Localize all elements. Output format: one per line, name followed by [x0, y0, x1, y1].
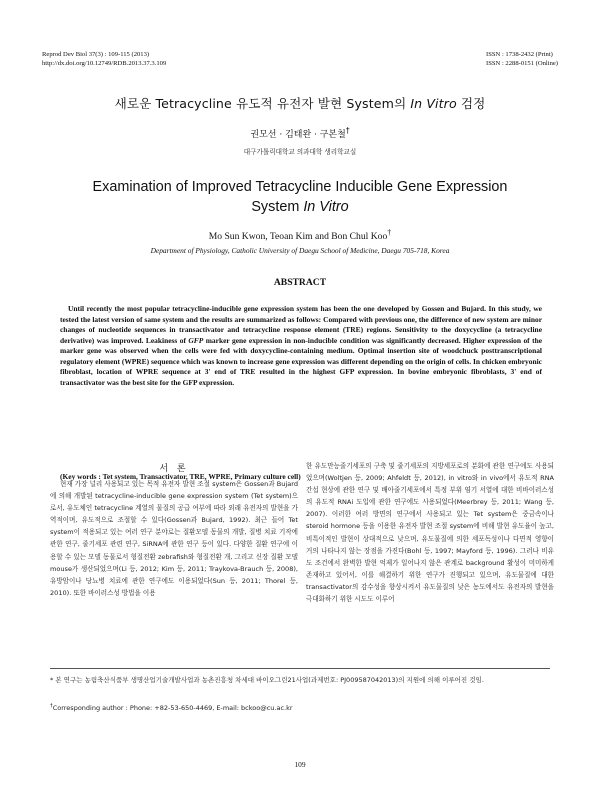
corresponding-footnote: †Corresponding author : Phone: +82-53-650-4469, E-mail: bckoo@cu.ac.kr: [50, 703, 293, 713]
abstract-text: Until recently the most popular tetracycline-inducible gene expression system has been the one developed by Gossen and Bujard. In this study, we tested the latest version of same system and the results are summarized as follows: Compared with previous one, the difference of new system are minor changes of nucleotide sequences in transactivator and tetracycline response element (TRE) regions. Sensitivity to the doxycycline (a tetracycline derivative) was improved. Leakiness of GFP marker gene expression in non-inducible condition was significantly decreased. Higher expression of the marker gene was observed when the cells were fed with doxycycline-containing medium. Optimal insertion site of woodchuck posttranscriptional regulatory element (WPRE) sequence which was known to increase gene expression was different depending on the origin of cells. In chicken embryonic fibroblast, location of WPRE sequence at 3' end of TRE resulted in the highest GFP expression. In bovine embryonic fibroblasts, 3' end of transactivator was the best site for the GFP expression.: [60, 304, 543, 387]
english-affiliation: Department of Physiology, Catholic University of Daegu School of Medicine, Daegu 705-718, Korea: [150, 246, 450, 255]
english-title: Examination of Improved Tetracycline Inducible Gene Expression System In Vitro: [92, 179, 508, 215]
korean-authors: 권모선 · 김태완 · 구본철†: [250, 126, 350, 140]
intro-paragraph-continued: 한 유도만능줄기세포의 구축 및 줄기세포의 지방세포로의 분화에 관한 연구에도 사용되었으며(Woltjen 등, 2009; Ahfeldt 등, 2012), in vitro와 in vivo에서 유도적 RNA 간섭 현상에 관한 연구 및 배아줄기세포에서 특정 부위 염기 서열에 대한 비바이러스성의 유도적 RNAi 도입에 관한 연구에도 사용되었다(Meerbrey 등, 2011; Wang 등, 2007). 이러한 여러 방면의 연구에서 사용되고 있는 Tet system은 중금속이나 steroid hormone 등을 이용한 유전자 발현 조절 system에 비해 발현 유도율이 높고, 비특이적인 발현이 상대적으로 낮으며, 유도물질에 의한 세포독성이나 다면적 영향이 거의 나타나지 않는 장점을 가진다(Bohl 등, 1997; Mayford 등, 1996). 그러나 비유도 조건에서 완벽한 발현 억제가 일어나지 않은 관계로 background 활성이 미미하게 존재하고 있어서, 이를 해결하기 위한 연구가 진행되고 있으며, 유도물질에 대한 transactivator의 감수성을 향상시켜서 유도물질의 낮은 농도에서도 유전자의 발현을 극대화하기 위한 시도도 이루어: [306, 462, 554, 604]
doi-link[interactable]: http://dx.doi.org/10.12749/RDB.2013.37.3.109: [42, 60, 167, 67]
intro-left-column: [50, 478, 298, 599]
abstract-heading: ABSTRACT: [273, 277, 327, 288]
section-heading-intro: 서 론: [159, 464, 189, 474]
journal-header-left: [42, 50, 166, 68]
funding-footnote: * 본 연구는 농림축산식품부 생명산업기술개발사업과 농촌진흥청 차세대 바이오그린21사업(과제번호: PJ009587042013)의 지원에 의해 이루어진 것임.: [50, 676, 484, 684]
footnote-divider: [50, 668, 550, 669]
page-number: 109: [294, 760, 306, 769]
english-authors: Mo Sun Kwon, Teoan Kim and Bon Chul Koo†: [208, 228, 392, 243]
korean-title: 새로운 Tetracycline 유도적 유전자 발현 System의 In Vitro 검정: [114, 96, 486, 111]
issn-print: ISSN : 1738-2432 (Print): [486, 51, 553, 58]
intro-paragraph: 현재 가장 널리 사용되고 있는 목적 유전자 발현 조절 system은 Gossen과 Bujard에 의해 개발된 tetracycline-inducible gene expression system (Tet system)으로서, 유도체인 tetracycline 계열의 물질의 공급 여부에 따라 외래 유전자의 발현을 가역적이며, 유도적으로 조절할 수 있다(Gossen과 Bujard, 1992). 최근 들어 Tet system이 적용되고 있는 여러 연구 분야로는 질환모델 동물의 개발, 질병 치료 기작에 관한 연구, 줄기세포 관련 연구, SiRNA에 관한 연구 등이 있다. 다양한 질환 연구에 이용할 수 있는 모델 동물로서 형질전환 zebrafish와 형질전환 개, 그리고 신장 질환 모델 mouse가 생산되었으며(Li 등, 2012; Kim 등, 2011; Traykova-Brauch 등, 2008), 유방암이나 당뇨병 치료에 관한 연구에도 이용되었다(Sun 등, 2011; Thorel 등, 2010). 또한 바이러스성 방법을 이용: [50, 480, 298, 597]
journal-citation: Reprod Dev Biol 37(3) : 109-115 (2013): [42, 51, 150, 58]
keywords: (Key words : Tet system, Transactivator, TRE, WPRE, Primary culture cell): [60, 472, 301, 481]
journal-header-right: [486, 50, 558, 68]
korean-affiliation: 대구가톨릭대학교 의과대학 생리학교실: [243, 148, 357, 156]
issn-online: ISSN : 2288-0151 (Online): [486, 60, 558, 67]
intro-right-column: [306, 460, 554, 605]
